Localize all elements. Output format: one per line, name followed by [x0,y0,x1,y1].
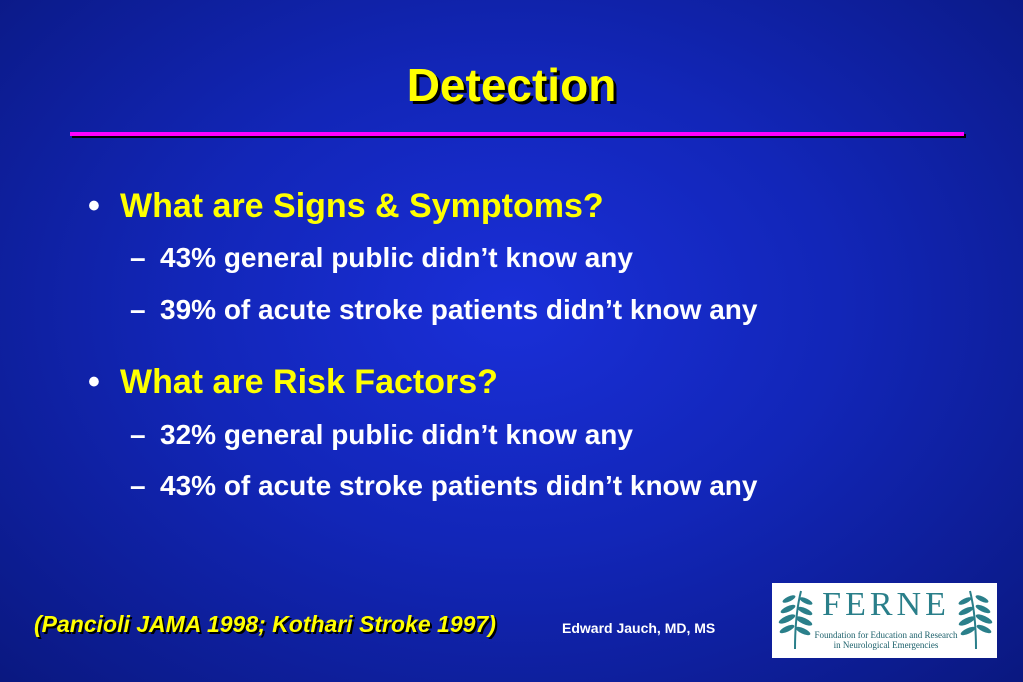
sub-text: 43% of acute stroke patients didn’t know any [160,470,758,501]
bullet-text: What are Risk Factors? [120,363,498,401]
bullet-dot: • [88,363,100,401]
bullet-signs-symptoms [88,186,604,226]
sub-bullet [130,469,757,503]
sub-dash: – [130,419,146,450]
sub-text: 32% general public didn’t know any [160,419,633,450]
logo-subtitle [812,630,960,650]
bullet-risk-factors [88,362,498,402]
logo-wordmark: FERNE [822,586,950,623]
sub-dash: – [130,242,146,273]
sub-text: 39% of acute stroke patients didn’t know any [160,294,758,325]
sub-bullet [130,293,757,327]
citation: (Pancioli JAMA 1998; Kothari Stroke 1997) [34,611,496,637]
bullet-dot: • [88,187,100,225]
author-credit: Edward Jauch, MD, MS [562,620,716,636]
sub-dash: – [130,470,146,501]
ferne-logo [772,583,997,658]
fern-leaf-icon [956,587,996,653]
slide-title: Detection [406,59,617,111]
sub-text: 43% general public didn’t know any [160,242,633,273]
bullet-text: What are Signs & Symptoms? [120,187,604,225]
logo-line-2: in Neurological Emergencies [833,640,939,650]
fern-leaf-icon [775,587,815,653]
sub-dash: – [130,294,146,325]
sub-bullet [130,418,633,452]
logo-line-1: Foundation for Education and Research [814,630,958,640]
sub-bullet [130,241,633,275]
title-divider [70,132,964,136]
